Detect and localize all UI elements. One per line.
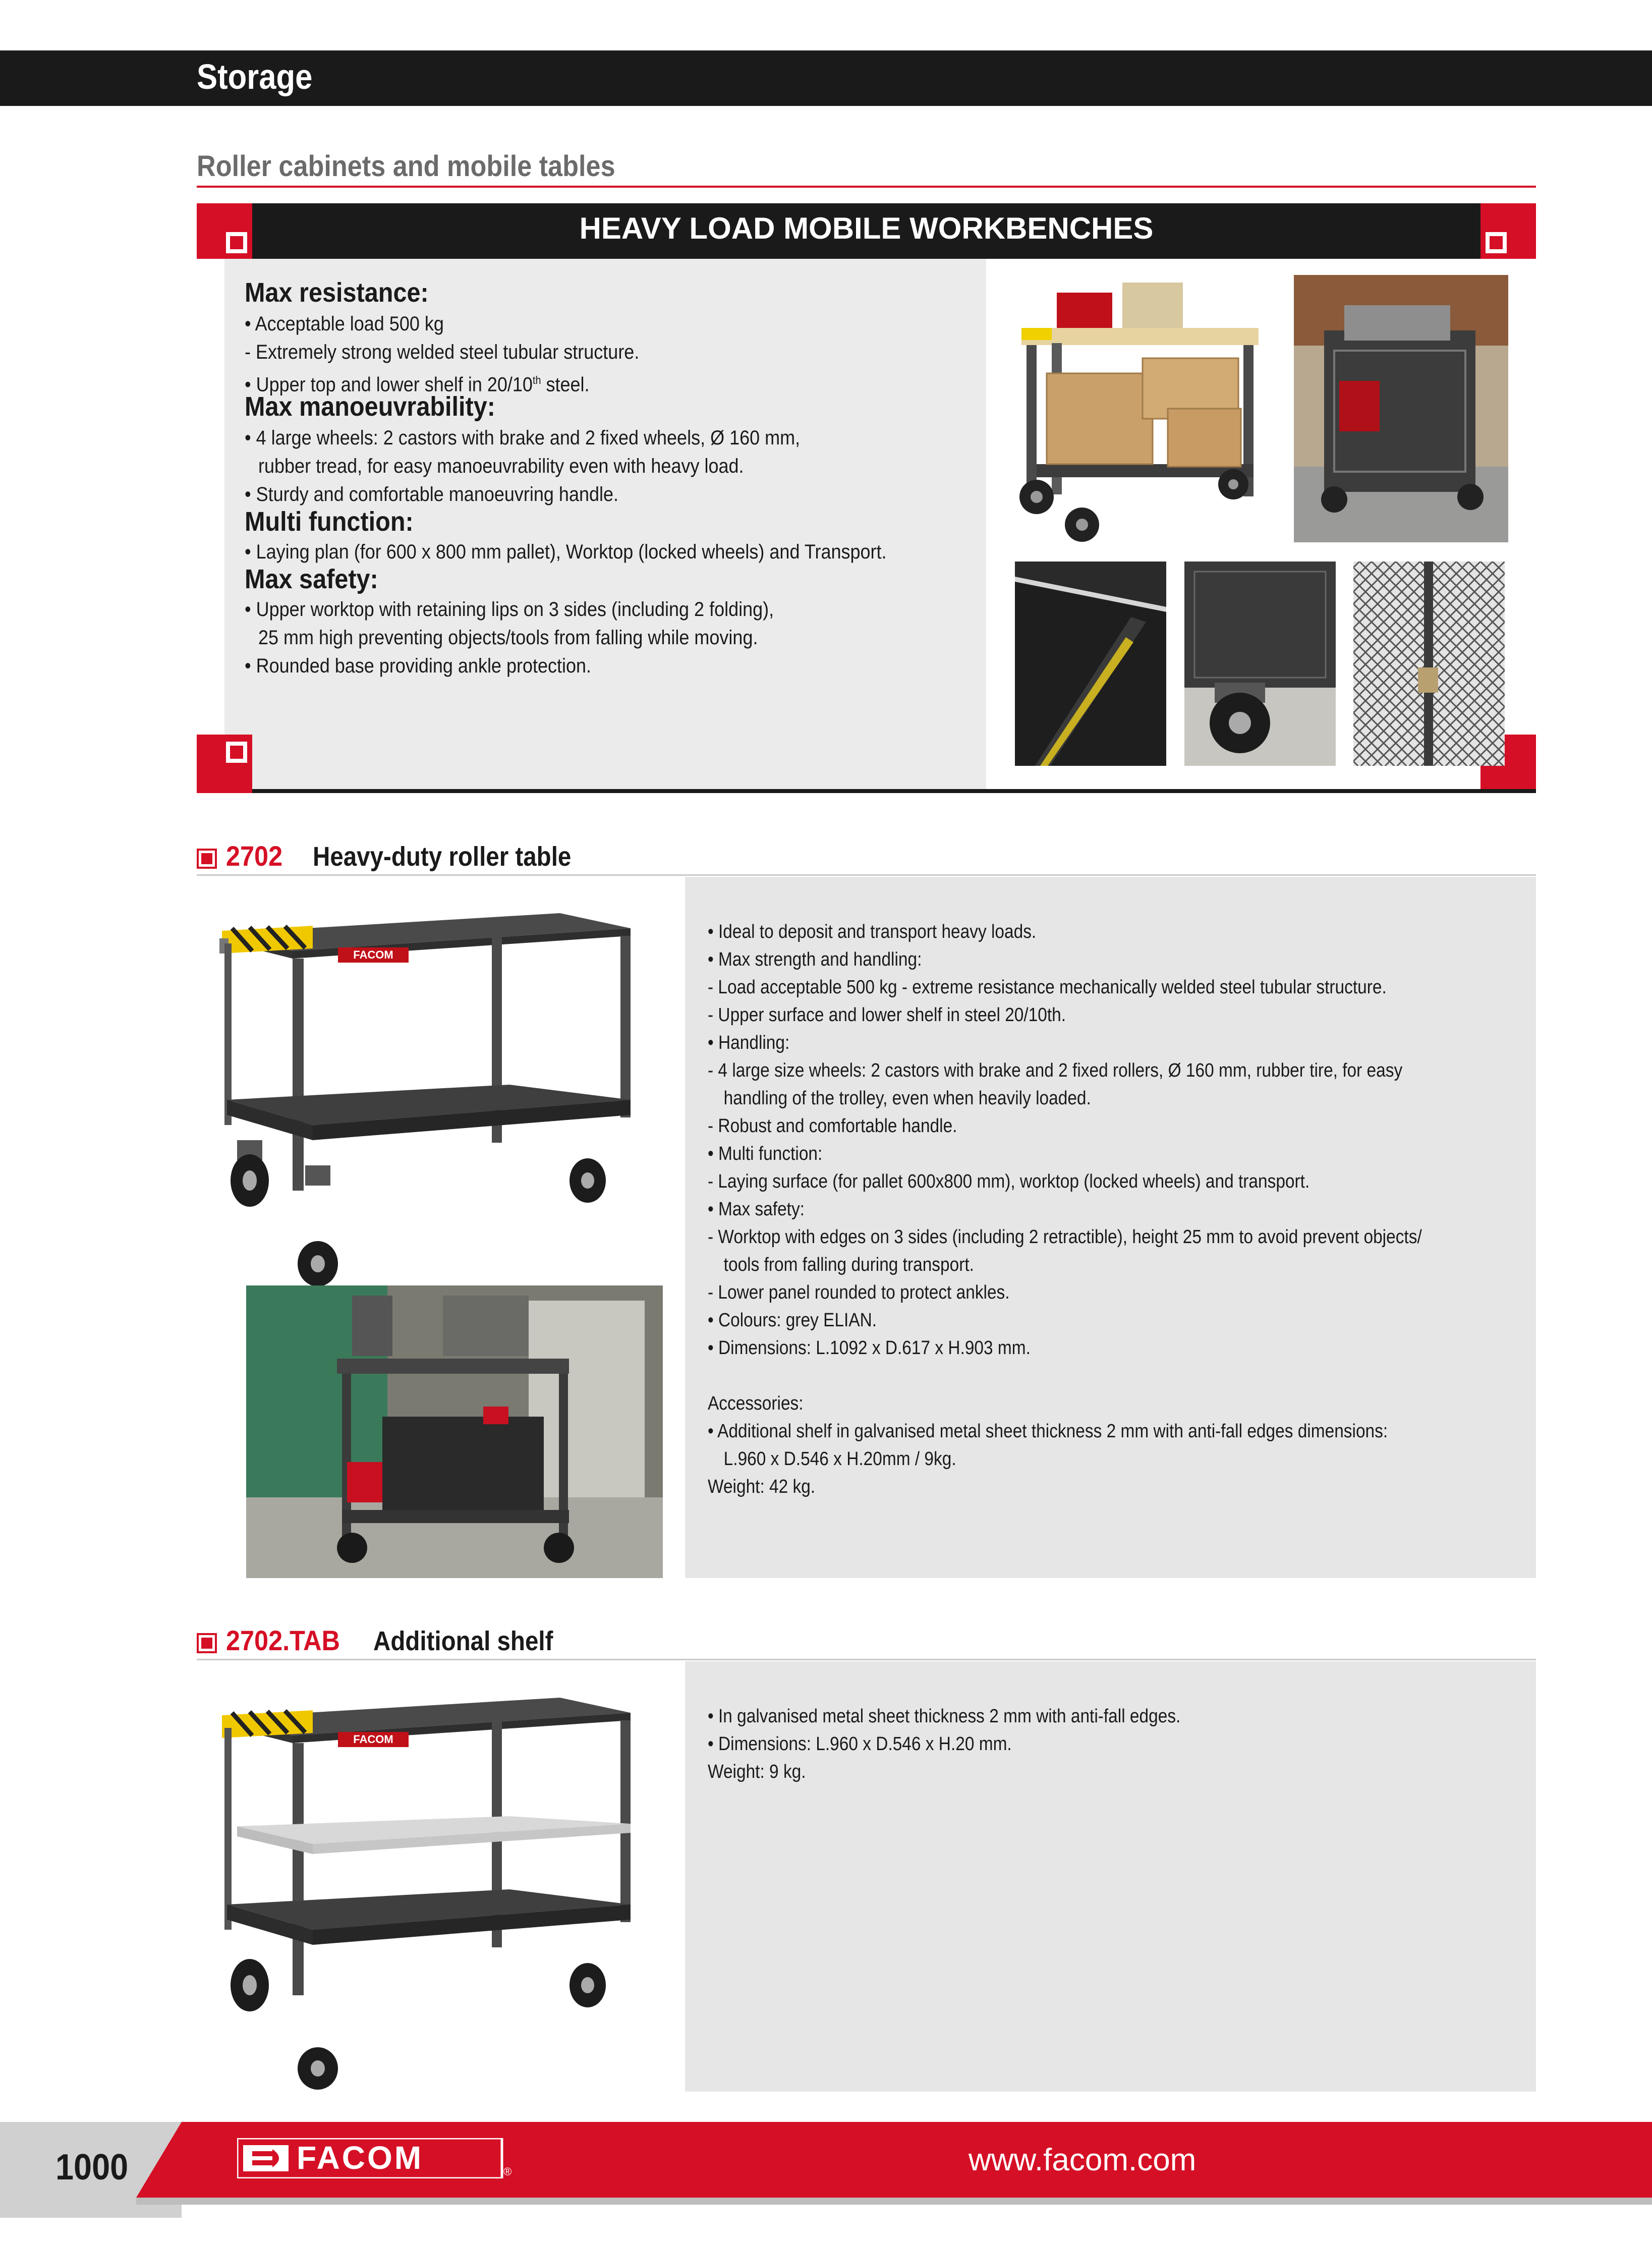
description-line: • Max safety: <box>708 1199 805 1220</box>
footer-rule <box>136 2198 1652 2205</box>
description-line: - Lower panel rounded to protect ankles. <box>708 1282 1010 1303</box>
feature-line: - Extremely strong welded steel tubular structure. <box>245 341 640 363</box>
feature-line: • Sturdy and comfortable manoeuvring handle. <box>245 483 619 506</box>
feature-heading: Max safety: <box>245 564 378 594</box>
feature-line: • Upper top and lower shelf in 20/10th steel. <box>245 373 590 396</box>
description-line: handling of the trolley, even when heavily loaded. <box>723 1088 1091 1109</box>
description-line: • Dimensions: L.1092 x D.617 x H.903 mm. <box>708 1337 1031 1359</box>
workshop-cabinet-photo <box>1294 275 1508 542</box>
product-bullet-inner <box>201 853 212 864</box>
product-description <box>708 918 1519 1501</box>
feature-bottom-rule <box>252 789 1536 793</box>
feature-line: 25 mm high preventing objects/tools from falling while moving. <box>258 627 758 649</box>
page-title: Storage <box>197 57 313 96</box>
feature-line: • Rounded base providing ankle protection. <box>245 655 592 677</box>
description-line: - Worktop with edges on 3 sides (including 2 retractible), height 25 mm to avoid prevent objects/ <box>708 1226 1422 1248</box>
feature-line: • Acceptable load 500 kg <box>245 313 444 335</box>
facom-logo <box>237 2138 512 2181</box>
description-line: tools from falling during transport. <box>723 1254 974 1275</box>
product-code: 2702.TAB <box>226 1624 340 1656</box>
product-description <box>708 1703 1245 1786</box>
section-rule <box>197 186 1536 188</box>
section-title: Roller cabinets and mobile tables <box>197 150 615 183</box>
roller-table-product-image <box>197 888 651 1286</box>
description-line: - Laying surface (for pallet 600x800 mm), worktop (locked wheels) and transport. <box>708 1171 1310 1192</box>
svg-text:FACOM: FACOM <box>353 1733 393 1746</box>
registered-mark: ® <box>503 2165 512 2178</box>
description-spacer <box>708 1362 1422 1390</box>
description-line: • Max strength and handling: <box>708 949 922 970</box>
description-line: Weight: 42 kg. <box>708 1476 816 1497</box>
feature-line: • Upper worktop with retaining lips on 3 sides (including 2 folding), <box>245 598 774 621</box>
product-code: 2702 <box>226 840 283 872</box>
folding-lip-detail-photo <box>1015 562 1166 766</box>
workbench-with-boxes-photo <box>1006 272 1271 545</box>
product-bullet-inner <box>201 1638 212 1649</box>
corner-square-inner <box>230 746 243 759</box>
product-name: Heavy-duty roller table <box>313 842 572 872</box>
description-line: • Multi function: <box>708 1143 823 1164</box>
roller-table-workshop-photo <box>246 1285 663 1578</box>
feature-heading: Max manoeuvrability: <box>245 391 495 422</box>
feature-heading: Multi function: <box>245 507 414 537</box>
feature-banner-title: HEAVY LOAD MOBILE WORKBENCHES <box>579 211 1154 245</box>
caster-wheel-detail-photo <box>1184 562 1336 766</box>
description-line: - Load acceptable 500 kg - extreme resistance mechanically welded steel tubular structure. <box>708 977 1387 998</box>
feature-line: • 4 large wheels: 2 castors with brake and 2 fixed wheels, Ø 160 mm, <box>245 427 801 449</box>
additional-shelf-product-image <box>197 1672 651 2091</box>
description-line: Accessories: <box>708 1393 804 1414</box>
description-line: - 4 large size wheels: 2 castors with brake and 2 fixed rollers, Ø 160 mm, rubber tire, for easy <box>708 1060 1403 1081</box>
svg-text:FACOM: FACOM <box>353 948 393 961</box>
facom-logo-text: FACOM <box>297 2140 424 2176</box>
description-line: - Upper surface and lower shelf in steel 20/10th. <box>708 1004 1066 1026</box>
product-name: Additional shelf <box>373 1626 553 1656</box>
description-line: Weight: 9 kg. <box>708 1761 806 1782</box>
product-rule <box>197 1659 1536 1660</box>
mesh-door-lock-photo <box>1353 562 1505 766</box>
description-line: • In galvanised metal sheet thickness 2 mm with anti-fall edges. <box>708 1706 1181 1727</box>
description-line: - Robust and comfortable handle. <box>708 1115 957 1137</box>
description-line: L.960 x D.546 x H.20mm / 9kg. <box>723 1448 956 1470</box>
page-number: 1000 <box>55 2147 129 2188</box>
description-line: • Handling: <box>708 1032 790 1053</box>
description-line: • Additional shelf in galvanised metal sheet thickness 2 mm with anti-fall edges dimensions: <box>708 1421 1388 1442</box>
description-line: • Colours: grey ELIAN. <box>708 1310 877 1331</box>
product-rule <box>197 874 1536 876</box>
feature-line: • Laying plan (for 600 x 800 mm pallet), Worktop (locked wheels) and Transport. <box>245 541 887 563</box>
feature-line: rubber tread, for easy manoeuvrability even with heavy load. <box>258 455 744 477</box>
description-line: • Ideal to deposit and transport heavy loads. <box>708 921 1037 942</box>
feature-heading: Max resistance: <box>245 277 429 308</box>
website-link[interactable]: www.facom.com <box>969 2143 1197 2177</box>
description-line: • Dimensions: L.960 x D.546 x H.20 mm. <box>708 1733 1012 1755</box>
